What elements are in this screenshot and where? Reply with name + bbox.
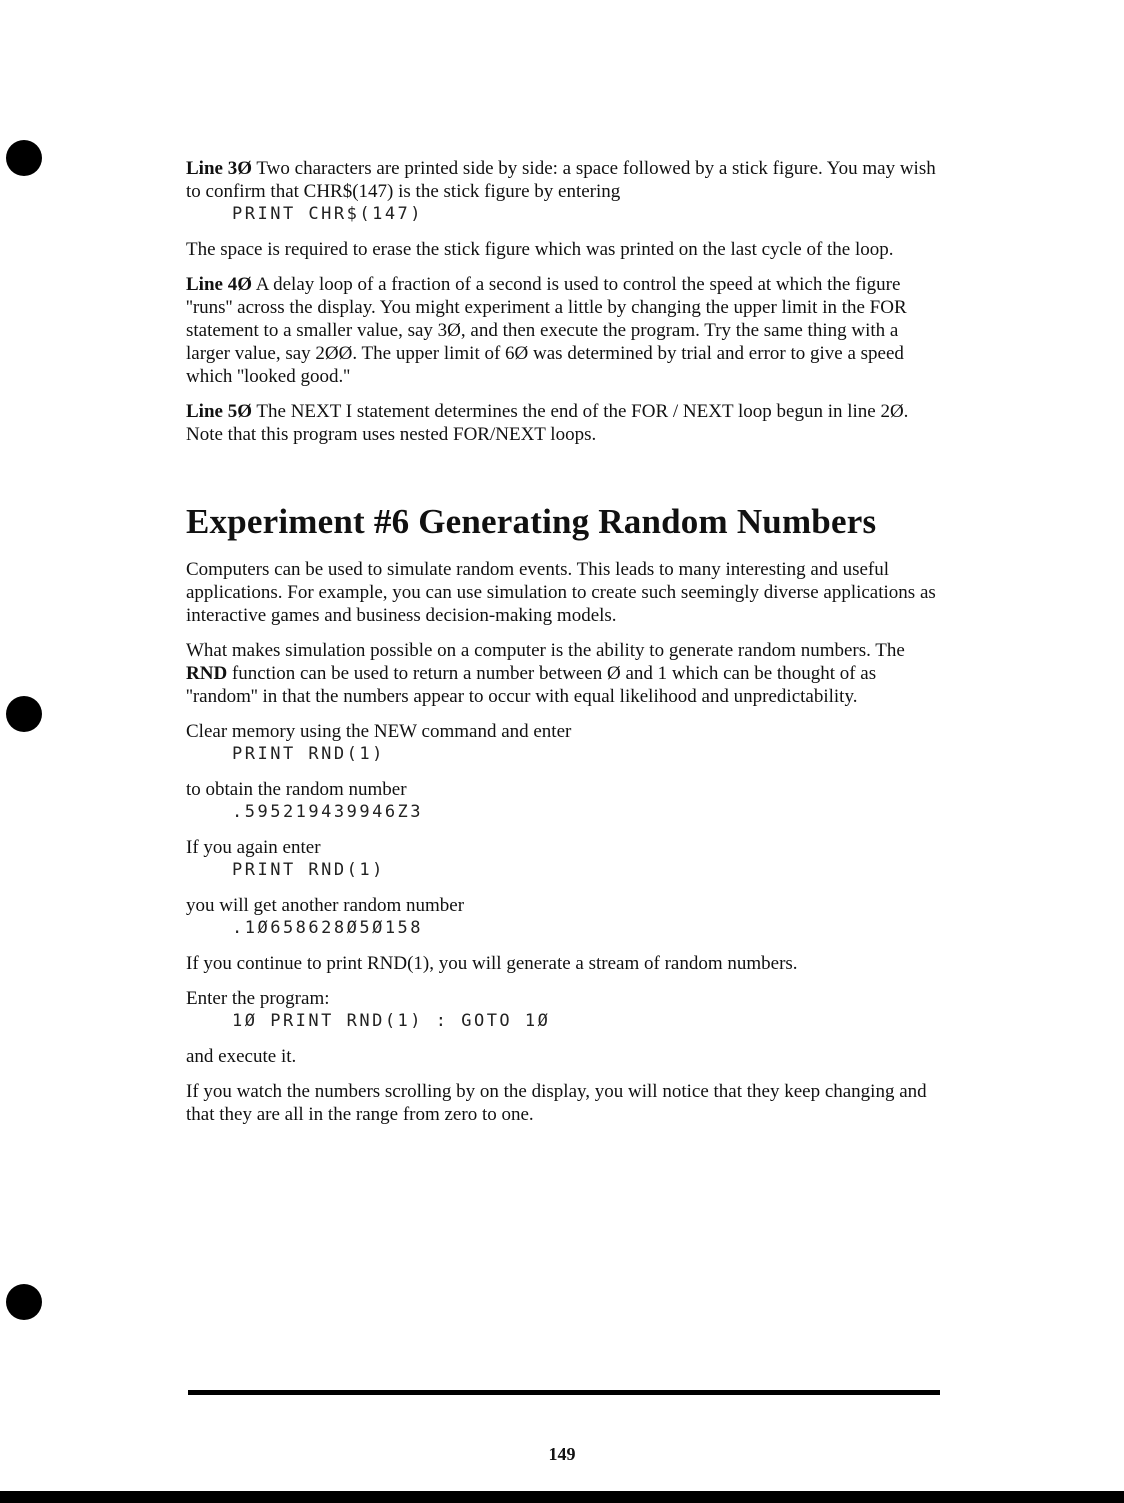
paragraph-2-end: function can be used to return a number between Ø and 1 which can be thought of as ''random'' in that the numbers appear to occur with equal likelihood and unpredictability. [186,663,877,707]
binder-hole-top [6,140,42,176]
code-print-rnd-2: PRINT RND(1) [232,860,385,880]
code-print-rnd-1: PRINT RND(1) [232,744,385,764]
paragraph-5: If you again enter [186,837,321,858]
rnd-keyword: RND [186,663,228,684]
binder-hole-middle [6,696,42,732]
paragraph-1: Computers can be used to simulate random events. This leads to many interesting and useful applications. For example, you can use simulation to create such seemingly diverse applications as interactive games and business decision-making models. [186,559,936,626]
paragraph-8: Enter the program: [186,988,330,1009]
output-random-2: .1Ø658628Ø5Ø158 [232,918,424,938]
line40-text: A delay loop of a fraction of a second is used to control the speed at which the figure ''runs'' across the display. You might experiment a little by changing the upper limit in the FOR statement to a smaller value, say 3Ø, and then execute the program. Try the same thing with a larger value, say 2ØØ. The upper limit of 6Ø was determined by trial and error to give a speed which ''looked good.'' [186,274,907,387]
line30-label: Line 3Ø [186,158,252,179]
paragraph-7: If you continue to print RND(1), you will generate a stream of random numbers. [186,953,798,974]
paragraph-4: to obtain the random number [186,779,407,800]
paragraph-9: and execute it. [186,1046,297,1067]
line30-text2: The space is required to erase the stick figure which was printed on the last cycle of the loop. [186,239,894,260]
paragraph-2-start: What makes simulation possible on a computer is the ability to generate random numbers. The [186,640,905,661]
paragraph-10: If you watch the numbers scrolling by on the display, you will notice that they keep changing and that they are all in the range from zero to one. [186,1081,927,1125]
paragraph-2 [186,639,936,708]
line40-paragraph [186,273,936,388]
page-content [186,157,936,1126]
line40-label: Line 4Ø [186,274,252,295]
line30-paragraph [186,157,936,203]
line50-paragraph [186,400,936,446]
paragraph-6: you will get another random number [186,895,465,916]
scan-edge-bar [0,1491,1124,1503]
code-program: 1Ø PRINT RND(1) : GOTO 1Ø [232,1011,551,1031]
line50-text: The NEXT I statement determines the end of the FOR / NEXT loop begun in line 2Ø. Note that this program uses nested FOR/NEXT loops. [186,401,909,445]
line30-text: Two characters are printed side by side: a space followed by a stick figure. You may wish to confirm that CHR$(147) is the stick figure by entering [186,158,936,202]
output-random-1: .595219439946Z3 [232,802,424,822]
binder-hole-bottom [6,1284,42,1320]
code-print-chr: PRINT CHR$(147) [232,204,424,224]
paragraph-3: Clear memory using the NEW command and enter [186,721,572,742]
page-number: 149 [548,1444,576,1464]
section-heading: Experiment #6 Generating Random Numbers [186,502,877,541]
footer-rule [188,1390,940,1395]
line50-label: Line 5Ø [186,401,252,422]
